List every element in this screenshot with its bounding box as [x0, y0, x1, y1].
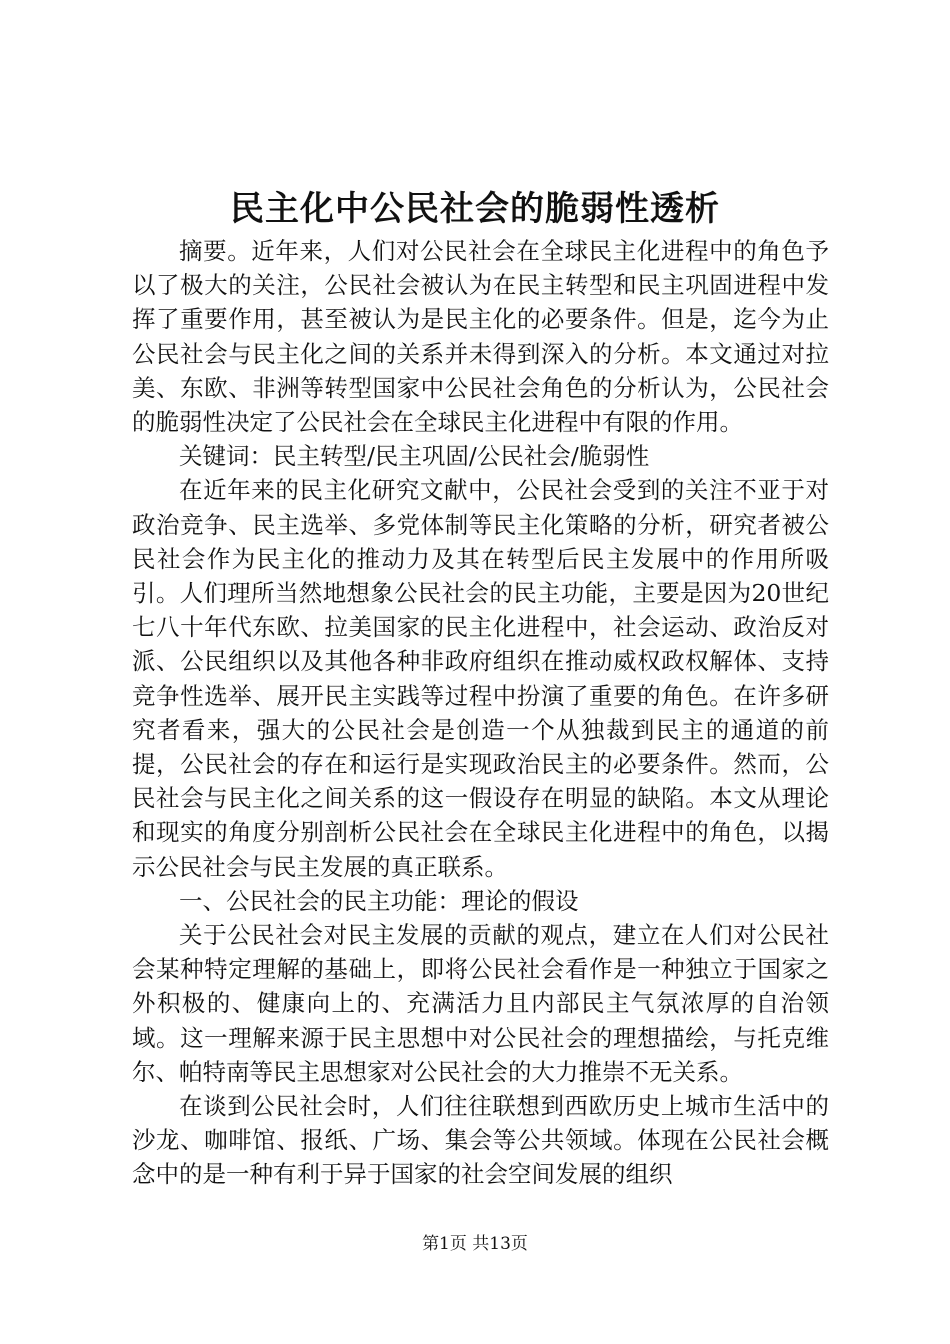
keywords-paragraph: 关键词：民主转型/民主巩固/公民社会/脆弱性	[179, 442, 650, 471]
section-heading: 一、公民社会的民主功能：理论的假设	[179, 886, 579, 915]
document-body	[132, 234, 829, 1192]
intro-paragraph: 在近年来的民主化研究文献中，公民社会受到的关注不亚于对政治竞争、民主选举、多党体制等民主化策略的分析，研究者被公民社会作为民主化的推动力及其在转型后民主发展中的作用所吸引。人们理所当然地想象公民社会的民主功能，主要是因为20世纪七八十年代东欧、拉美国家的民主化进程中，社会运动、政治反对派、公民组织以及其他各种非政府组织在推动威权政权解体、支持竞争性选举、展开民主实践等过程中扮演了重要的角色。在许多研究者看来，强大的公民社会是创造一个从独裁到民主的通道的前提，公民社会的存在和运行是实现政治民主的必要条件。然而，公民社会与民主化之间关系的这一假设存在明显的缺陷。本文从理论和现实的角度分别剖析公民社会在全球民主化进程中的角色，以揭示公民社会与民主发展的真正联系。	[132, 476, 829, 881]
document-title: 民主化中公民社会的脆弱性透析	[230, 189, 720, 229]
page-number-footer: 第1页 共13页	[422, 1234, 528, 1254]
body-paragraph: 关于公民社会对民主发展的贡献的观点，建立在人们对公民社会某种特定理解的基础上，即将公民社会看作是一种独立于国家之外积极的、健康向上的、充满活力且内部民主气氛浓厚的自治领域。这一理解来源于民主思想中对公民社会的理想描绘，与托克维尔、帕特南等民主思想家对公民社会的大力推崇不无关系。	[132, 921, 829, 1086]
abstract-paragraph: 摘要。近年来，人们对公民社会在全球民主化进程中的角色予以了极大的关注，公民社会被认为在民主转型和民主巩固进程中发挥了重要作用，甚至被认为是民主化的必要条件。但是，迄今为止公民社会与民主化之间的关系并未得到深入的分析。本文通过对拉美、东欧、非洲等转型国家中公民社会角色的分析认为，公民社会的脆弱性决定了公民社会在全球民主化进程中有限的作用。	[132, 237, 829, 437]
body-paragraph: 在谈到公民社会时，人们往往联想到西欧历史上城市生活中的沙龙、咖啡馆、报纸、广场、集会等公共领域。体现在公民社会概念中的是一种有利于异于国家的社会空间发展的组织	[132, 1092, 829, 1189]
